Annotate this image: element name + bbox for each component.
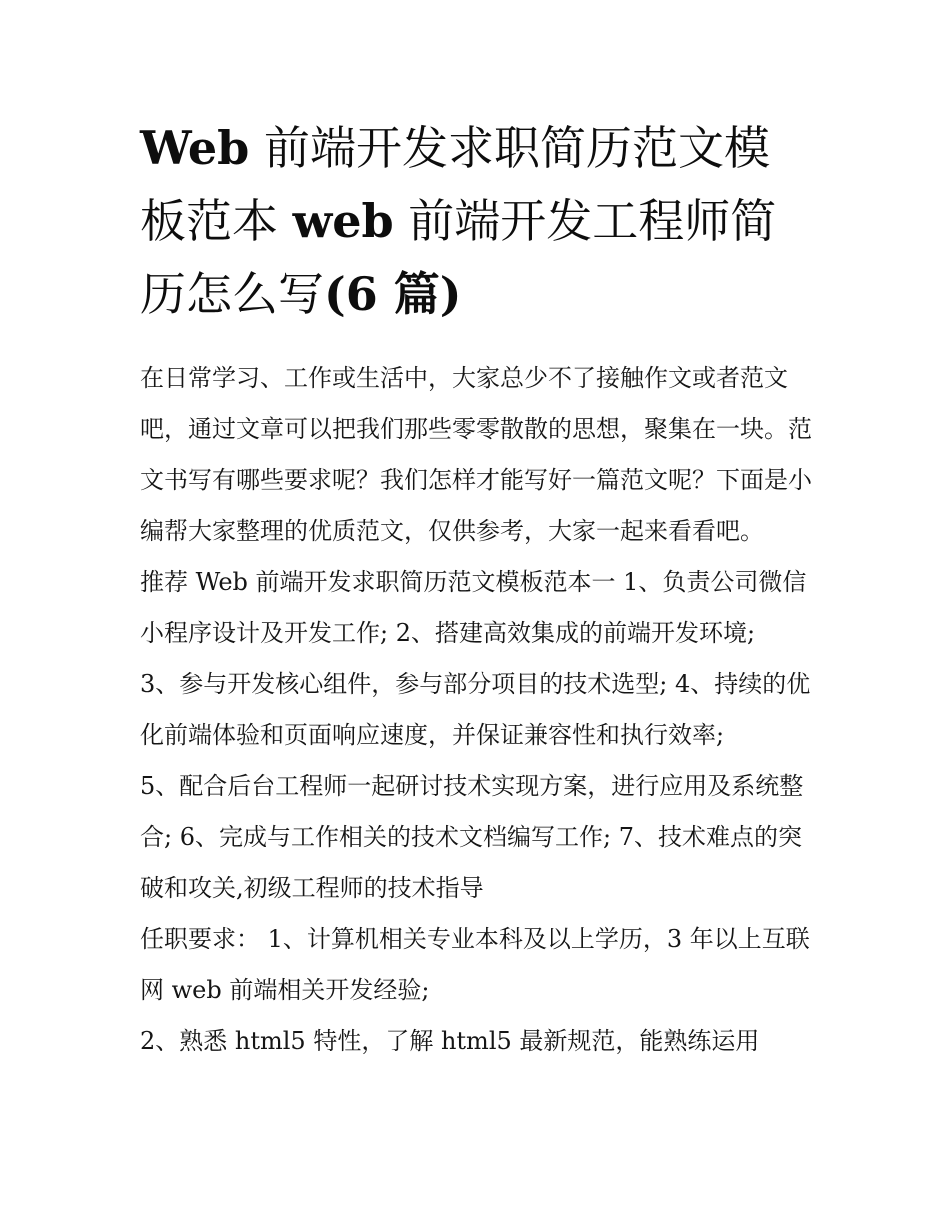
intro-paragraph: 在日常学习、工作或生活中，大家总少不了接触作文或者范文吧，通过文章可以把我们那些零零散散的思想，聚集在一块。范文书写有哪些要求呢？我们怎样才能写好一篇范文呢？下面是小编帮大家整理的优质范文，仅供参考，大家一起来看看吧。 <box>140 364 812 545</box>
paragraph-duties-5-7: 5、配合后台工程师一起研讨技术实现方案，进行应用及系统整合; 6、完成与工作相关的技术文档编写工作; 7、技术难点的突破和攻关,初级工程师的技术指导 <box>140 772 804 902</box>
paragraph-requirement-2: 2、熟悉 html5 特性，了解 html5 最新规范，能熟练运用 <box>140 1027 760 1055</box>
title-part-web-lower: web <box>292 194 394 248</box>
title-part-3: 前端开发工程师简历怎么写 <box>140 194 777 321</box>
paragraph-duties-3-4: 3、参与开发核心组件，参与部分项目的技术选型; 4、持续的优化前端体验和页面响应速度，并保证兼容性和执行效率; <box>140 670 811 749</box>
paragraph-requirements: 任职要求： 1、计算机相关专业本科及以上学历，3 年以上互联网 web 前端相关开发经验; <box>140 925 810 1004</box>
paragraph-recommend: 推荐 Web 前端开发求职简历范文模板范本一 1、负责公司微信小程序设计及开发工作; 2、搭建高效集成的前端开发环境; <box>140 568 807 647</box>
document-title <box>140 112 815 331</box>
title-part-count: (6 <box>324 267 378 321</box>
title-part-1: 前端开发求职简历范文模板范本 <box>140 121 770 248</box>
title-part-web: Web <box>140 121 250 175</box>
title-part-5: 篇) <box>377 267 462 321</box>
document-body <box>140 112 815 1067</box>
